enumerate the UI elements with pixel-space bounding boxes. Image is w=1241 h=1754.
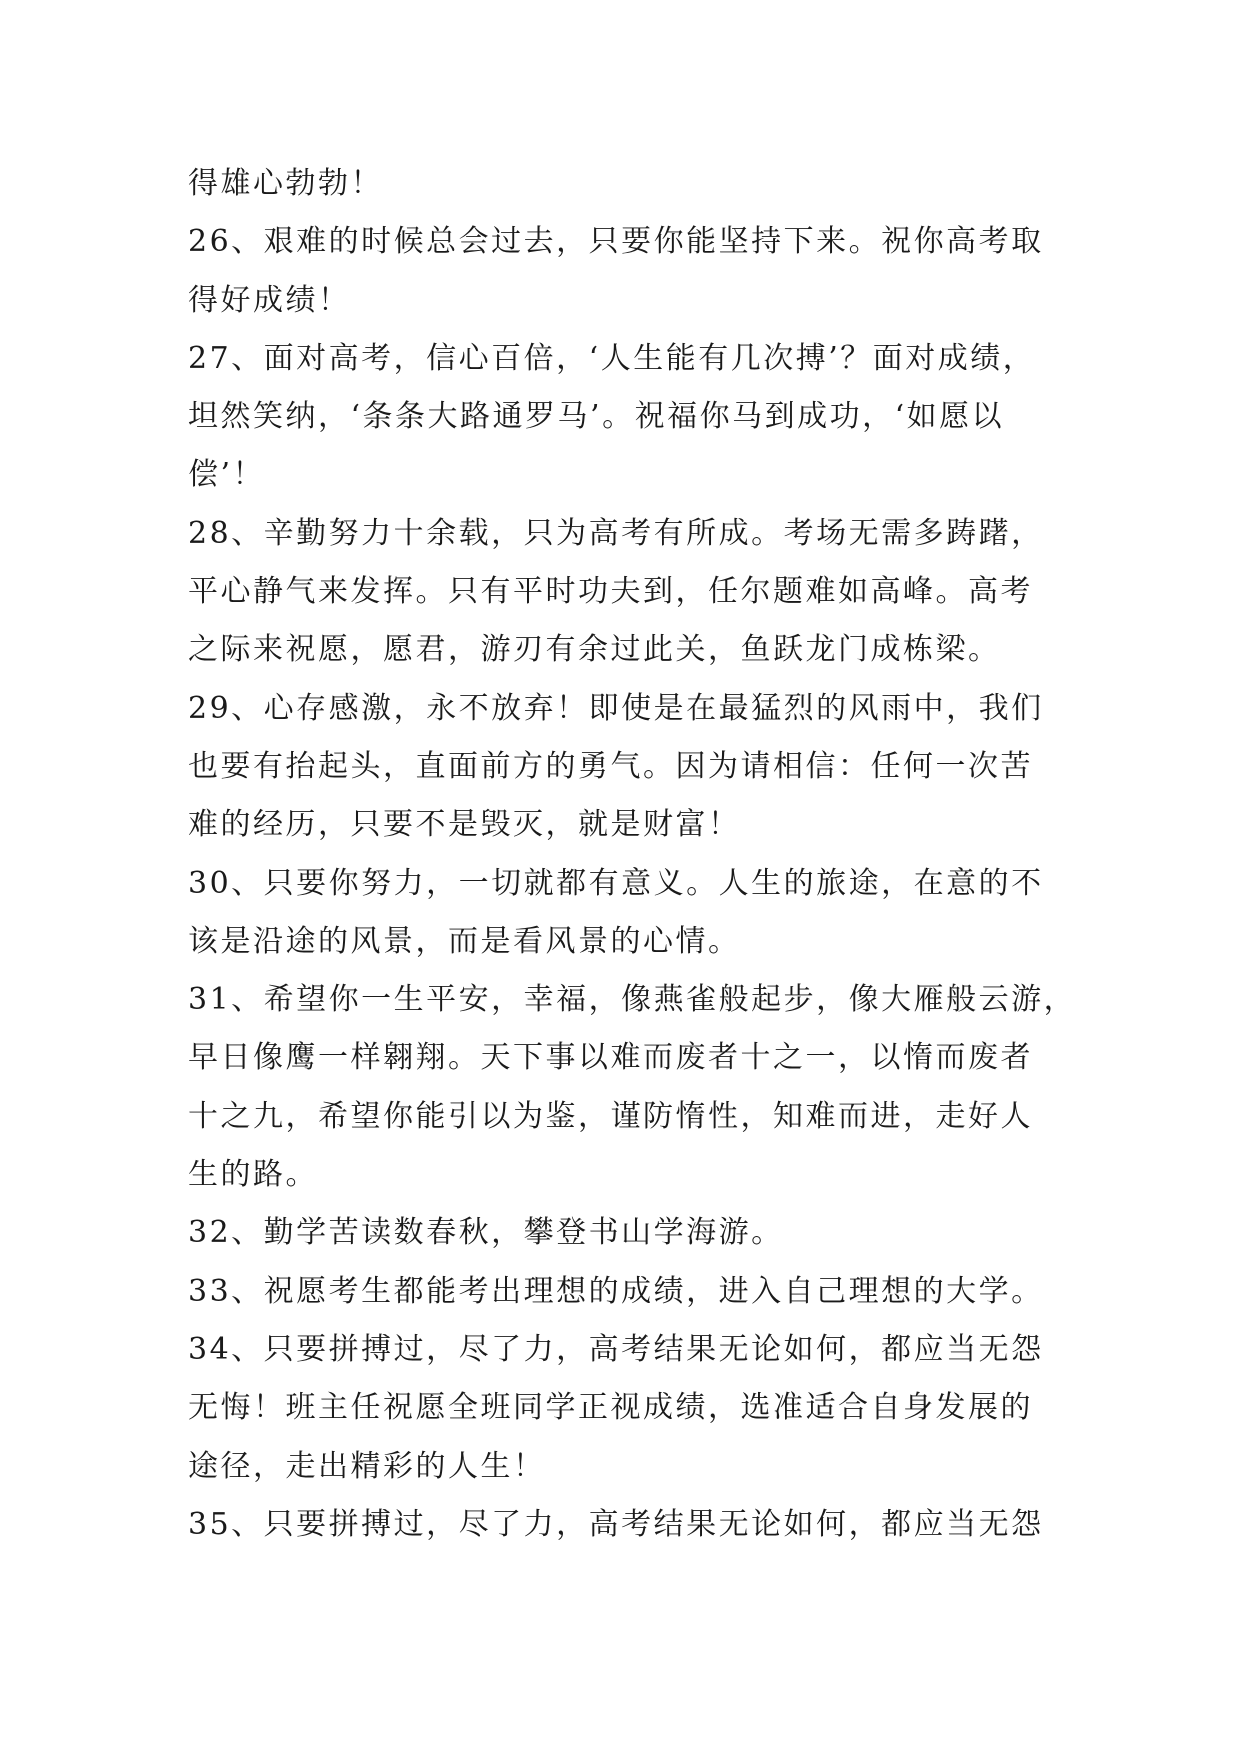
text-line: 也要有抬起头，直面前方的勇气。因为请相信：任何一次苦 bbox=[188, 748, 1033, 784]
text-line: 34、只要拼搏过，尽了力，高考结果无论如何，都应当无怨 bbox=[188, 1331, 1044, 1367]
text-line: 早日像鹰一样翱翔。天下事以难而废者十之一，以惰而废者 bbox=[188, 1040, 1033, 1076]
text-line: 无悔！班主任祝愿全班同学正视成绩，选准适合自身发展的 bbox=[188, 1390, 1033, 1426]
text-line: 生的路。 bbox=[188, 1157, 318, 1193]
text-line: 26、艰难的时候总会过去，只要你能坚持下来。祝你高考取 bbox=[188, 224, 1044, 260]
text-line: 29、心存感激，永不放弃！即使是在最猛烈的风雨中，我们 bbox=[188, 690, 1044, 726]
text-line: 32、勤学苦读数春秋，攀登书山学海游。 bbox=[188, 1215, 784, 1251]
text-line: 30、只要你努力，一切就都有意义。人生的旅途，在意的不 bbox=[188, 865, 1044, 901]
text-line: 之际来祝愿，愿君，游刃有余过此关，鱼跃龙门成栋梁。 bbox=[188, 632, 1001, 668]
text-line: 十之九，希望你能引以为鉴，谨防惰性，知难而进，走好人 bbox=[188, 1098, 1033, 1134]
text-line: 27、面对高考，信心百倍，‘人生能有几次搏’？面对成绩， bbox=[188, 340, 1036, 376]
text-line: 得好成绩！ bbox=[188, 282, 351, 318]
document-body bbox=[188, 155, 1077, 1554]
text-line: 35、只要拼搏过，尽了力，高考结果无论如何，都应当无怨 bbox=[188, 1506, 1044, 1542]
text-line: 坦然笑纳，‘条条大路通罗马’。祝福你马到成功，‘如愿以 bbox=[188, 399, 1005, 435]
text-line: 平心静气来发挥。只有平时功夫到，任尔题难如高峰。高考 bbox=[188, 574, 1033, 610]
text-line: 31、希望你一生平安，幸福，像燕雀般起步，像大雁般云游， bbox=[188, 982, 1077, 1018]
text-line: 该是沿途的风景，而是看风景的心情。 bbox=[188, 923, 741, 959]
text-line: 途径，走出精彩的人生！ bbox=[188, 1448, 546, 1484]
text-line: 28、辛勤努力十余载，只为高考有所成。考场无需多踌躇， bbox=[188, 515, 1044, 551]
text-line: 33、祝愿考生都能考出理想的成绩，进入自己理想的大学。 bbox=[188, 1273, 1044, 1309]
text-line: 得雄心勃勃！ bbox=[188, 166, 383, 201]
text-line: 偿’！ bbox=[188, 457, 266, 493]
text-line: 难的经历，只要不是毁灭，就是财富！ bbox=[188, 807, 741, 843]
